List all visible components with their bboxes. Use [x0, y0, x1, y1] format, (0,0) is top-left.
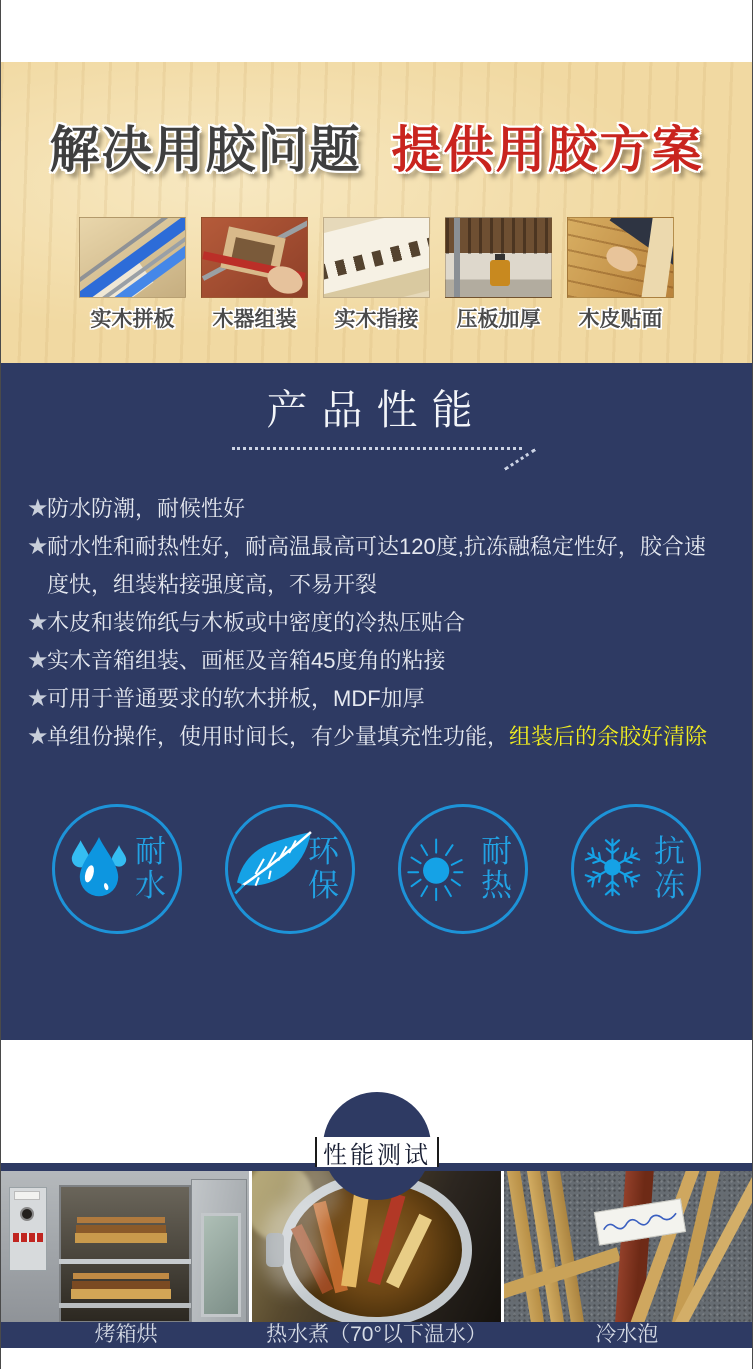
badge-label: 抗 冻 [654, 834, 685, 903]
feature-item [1, 490, 752, 528]
star-bullet-icon: ★ [27, 533, 49, 560]
feature-text: 单组份操作，使用时间长，有少量填充性功能，组装后的余胶好清除 [47, 724, 708, 749]
feature-item [1, 718, 752, 756]
badge-heat-resistant [398, 804, 528, 934]
property-badges-row [1, 804, 752, 934]
badge-freeze-resistant [571, 804, 701, 934]
feature-text: 实木音箱组装、画框及音箱45度角的粘接 [47, 648, 446, 673]
caption-hot-water-boil: 热水煮（70°以下温水） [266, 1323, 487, 1346]
badge-label: 环 保 [308, 834, 339, 903]
photo-veneer-facing [567, 217, 674, 298]
dotted-swoosh [504, 448, 536, 470]
badge-water-resistant [52, 804, 182, 934]
sun-icon [405, 826, 487, 912]
usage-thumbnails-row [1, 217, 752, 333]
test-captions-bar [1, 1322, 752, 1348]
photo-oven-bake-test [1, 1171, 249, 1322]
caption-oven-bake: 烤箱烘 [94, 1323, 158, 1346]
feature-text: 耐水性和耐热性好，耐高温最高可达120度,抗冻融稳定性好，胶合速度快，组装粘接强度高，不易开裂 [47, 534, 706, 597]
usage-thumb-label: 实木指接 [334, 308, 419, 331]
star-bullet-icon: ★ [27, 647, 49, 674]
section-title: 产品性能 [266, 387, 487, 433]
performance-test-text: 性能测试 [323, 1141, 431, 1169]
feature-text: 防水防潮，耐候性好 [47, 496, 246, 521]
banner-title-left: 解决用胶问题 [49, 122, 362, 178]
usage-thumb-veneer-facing [567, 217, 674, 333]
usage-thumb-label: 木器组装 [212, 308, 297, 331]
feature-item [1, 528, 752, 604]
feature-text: 可用于普通要求的软木拼板，MDF加厚 [47, 686, 425, 711]
badge-eco-friendly [225, 804, 355, 934]
badge-label: 耐 热 [481, 834, 512, 903]
photo-solid-wood-jointing [79, 217, 186, 298]
usage-thumb-woodwork-assembly [201, 217, 308, 333]
photo-board-pressing [445, 217, 552, 298]
badge-label: 耐 水 [135, 834, 166, 903]
dotted-divider [232, 447, 522, 450]
snowflake-icon [578, 826, 660, 912]
photo-cold-water-soak-test [504, 1171, 752, 1322]
feature-item [1, 604, 752, 642]
top-spacer [1, 0, 752, 62]
photo-woodwork-assembly [201, 217, 308, 298]
usage-thumb-label: 压板加厚 [456, 308, 541, 331]
usage-thumb-board-pressing [445, 217, 552, 333]
feature-item [1, 642, 752, 680]
star-bullet-icon: ★ [27, 495, 49, 522]
title-underline [232, 447, 522, 450]
star-bullet-icon: ★ [27, 685, 49, 712]
water-drops-icon [59, 826, 139, 912]
banner-title-right: 提供用胶方案 [391, 122, 704, 178]
photo-finger-jointing [323, 217, 430, 298]
performance-test-label [315, 1137, 439, 1167]
caption-cold-water-soak: 冷水泡 [595, 1323, 659, 1346]
banner-title [1, 110, 752, 182]
bottom-spacer [1, 1348, 752, 1369]
glue-solutions-banner [1, 62, 752, 363]
leaf-icon [232, 826, 316, 912]
usage-thumb-label: 木皮贴面 [578, 308, 663, 331]
feature-highlight-text: 组装后的余胶好清除 [509, 724, 708, 749]
star-bullet-icon: ★ [27, 609, 49, 636]
usage-thumb-finger-jointing [323, 217, 430, 333]
feature-text: 木皮和装饰纸与木板或中密度的冷热压贴合 [47, 610, 466, 635]
usage-thumb-label: 实木拼板 [90, 308, 175, 331]
feature-item [1, 680, 752, 718]
star-bullet-icon: ★ [27, 723, 49, 750]
usage-thumb-solid-wood-jointing [79, 217, 186, 333]
feature-list [1, 490, 752, 756]
product-performance-section [1, 363, 752, 1040]
